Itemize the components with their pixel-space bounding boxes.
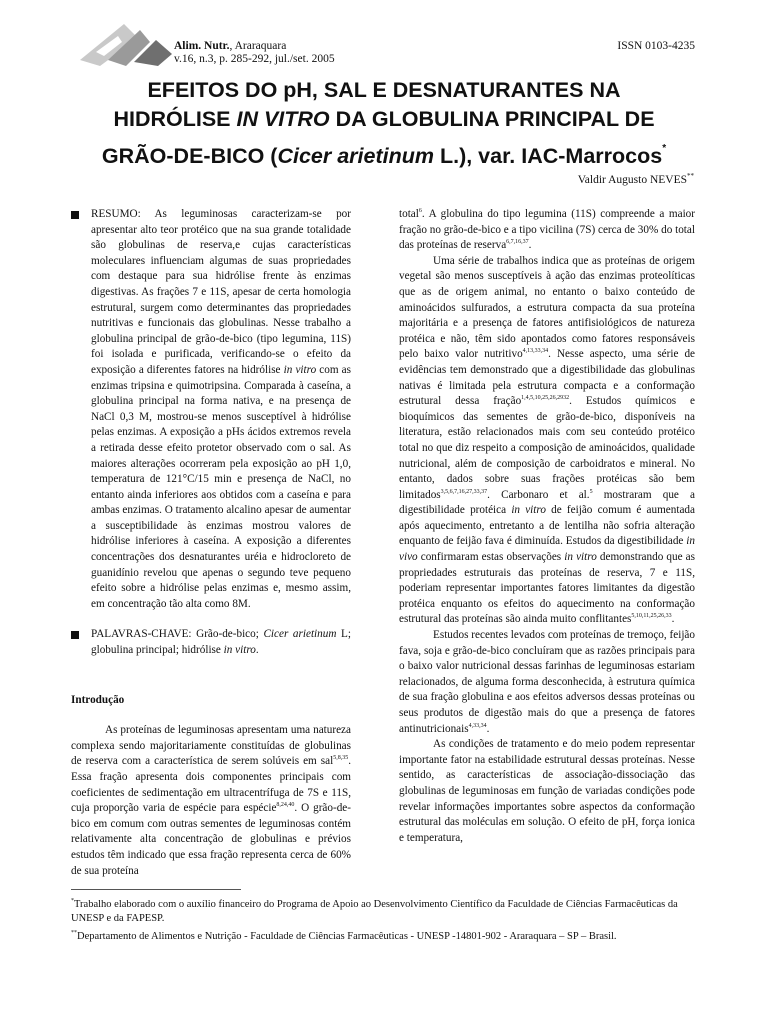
paragraph-3: Estudos recentes levados com proteínas de tremoço, feijão fava, soja e grão-de-bico concluíram que as razões principais para o baixo valor nutricional dessas farinhas de leguminosas estariam relacionados, de alguma forma desconhecida, à estrutura química de sua fração globulina e aos efeitos adversos dessas proteínas ou seus produtos de digestão mais do que a presença de fatores antinutricionais$^{4,33,34}$. <box>399 629 695 735</box>
issn: ISSN 0103-4235 <box>617 40 695 52</box>
journal-citation <box>174 40 335 66</box>
title-line-2: HIDRÓLISE IN VITRO DA GLOBULINA PRINCIPAL DE <box>113 107 655 131</box>
journal-header <box>0 0 768 70</box>
author: Valdir Augusto NEVES** <box>577 172 694 186</box>
paper-title <box>60 76 708 171</box>
footnote-rule <box>71 889 241 890</box>
abstract: RESUMO: As leguminosas caracterizam-se por apresentar alto teor protéico que na sua grande totalidade são globulinas de reserva,e cujas características moleculares influenciam algumas de suas propriedades com destaque para sua hidrólise frente às enzimas digestivas. As frações 7 e 11S, apesar de certa homologia estrutural, surgem como determinantes das propriedades nutritivas e funcionais das globulinas. Nesse trabalho a globulina principal de grão-de-bico (tipo legumina, 11S) foi isolada e purificada, verificando-se o efeito da exposição a diferentes fatores na hidrólise in vitro com as enzimas tripsina e quimotripsina. Comparada à caseína, a globulina principal na forma nativa, e na presença de NaCl 0,3 M, mostrou-se menos susceptível à hidrólise pelas enzimas. A exposição a pHs ácidos extremos revela a retirada desse efeito protetor observado com o sal. As maiores alterações ocorreram pela exposição ao pH 1,0, temperatura de 121°C/15 min e presença de NaCl, no entanto ainda inferiores aos obtidos com a caseína e para ambas enzimas. O tratamento alcalino apesar de aumentar a susceptibilidade às enzimas mostrou valores de hidrólise inferiores à caseína. A exposição a diferentes concentrações dos desnaturantes uréia e hidrocloreto de guanidínio revelou que apenas o segundo teve pequeno efeito sobre a hidrólise pelas enzimas e, mesmo assim, em concentração tão alta como 8M. <box>71 207 351 612</box>
paragraph-continuation: total$^6$. A globulina do tipo legumina (11S) compreende a maior fração no grão-de-bico e a tipo vicilina (7S) cerca de 30% do total das proteínas de reserva$^{6,7,16,37}$. <box>399 208 695 252</box>
intro-paragraph-1: As proteínas de leguminosas apresentam uma natureza complexa sendo majoritariamente constituídas de globulinas de reserva com a característica de serem solúveis em sal$^{5,8,35}$. Essa fração apresenta dois componentes principais com coeficientes de sedimentação em ultracentrífuga de 7S e 11S, cuja proporção varia de espécie para espécie$^{8,24,40}$. O grão-de-bico em comum com outras sementes de leguminosas contém relativamente alta concentração de globulinas e prévios estudos têm indicado que essa fração representa cerca de 60% de sua proteína <box>71 724 351 877</box>
journal-name: Alim. Nutr. <box>174 40 230 52</box>
title-line-3: GRÃO-DE-BICO (Cicer arietinum L.), var. IAC-Marrocos* <box>101 143 667 168</box>
journal-logo <box>78 16 173 68</box>
paragraph-4: As condições de tratamento e do meio podem representar importante fator na estabilidade estrutural dessas proteínas. Nesse sentido, as características de associação-dissociação das globulinas de leguminosas em função de variadas condições pode revelar informações importantes sobre aspectos da conformação estrutural das moléculas em solução. O efeito de pH, força ionica e temperatura, <box>399 738 695 844</box>
left-column <box>71 207 351 879</box>
journal-volume: v.16, n.3, p. 285-292, jul./set. 2005 <box>174 53 335 65</box>
footnote-1: *Trabalho elaborado com o auxílio financeiro do Programa de Apoio ao Desenvolvimento Científico da Faculdade de Ciências Farmacêuticas da UNESP e da FAPESP. <box>71 898 678 924</box>
bullet-square-icon <box>71 211 79 219</box>
right-column <box>399 207 695 846</box>
section-heading-introducao: Introdução <box>71 693 125 706</box>
footnotes <box>71 889 701 944</box>
title-line-1: EFEITOS DO pH, SAL E DESNATURANTES NA <box>147 78 621 102</box>
keywords: PALAVRAS-CHAVE: Grão-de-bico; Cicer arietinum L; globulina principal; hidrólise in vitro. <box>71 627 351 658</box>
footnote-2: **Departamento de Alimentos e Nutrição - Faculdade de Ciências Farmacêuticas - UNESP -14801-902 - Araraquara – SP – Brasil. <box>71 930 617 942</box>
paragraph-2: Uma série de trabalhos indica que as proteínas de origem vegetal são menos susceptíveis à ação das enzimas proteolíticas que as de origem animal, no entanto o baixo conteúdo de aminoácidos sulfurados, a estrutura compacta da sua proteína majoritária e a presença de fatores antifisiológicos de natureza protéica e não, têm sido apontados como fatores responsáveis pelo baixo valor nutritivo$^{4,13,33,34}$. Nesse aspecto, uma série de evidências tem demonstrado que a digestibilidade das globulinas nativas é limitada pela estrutura compacta e a conformação estrutural dessa fração$^{1,4,5,10,25,26,2932}$. Estudos químicos e bioquímicos das sementes de grão-de-bico, disponíveis na literatura, estão relacionados mais com seu conteúdo protéico total no que diz respeito a composição de aminoácidos, qualidade nutricional, além de composição de carboidratos e mineral. No entanto, dados sobre suas frações protéicas são bem limitados$^{3,5,6,7,16,27,33,37}$. Carbonaro et al.$^5$ mostraram que a digestibilidade protéica in vitro de feijão comum é aumentada após aquecimento, entretanto a de lentilha não sofria alteração enquanto de feijão fava é diminuída. Estudos da digestibilidade in vivo confirmaram estas observações in vitro demonstrando que as propriedades estruturais das proteínas de reserva, 7 e 11S, poderiam representar importantes fatores limitantes da digestão protéica enquanto os efeitos do aquecimento na conformação estrutural das proteínas são ainda muito conflitantes$^{5,10,11,25,26,33}$. <box>399 254 696 626</box>
bullet-square-icon <box>71 631 79 639</box>
journal-location: , Araraquara <box>229 40 287 52</box>
